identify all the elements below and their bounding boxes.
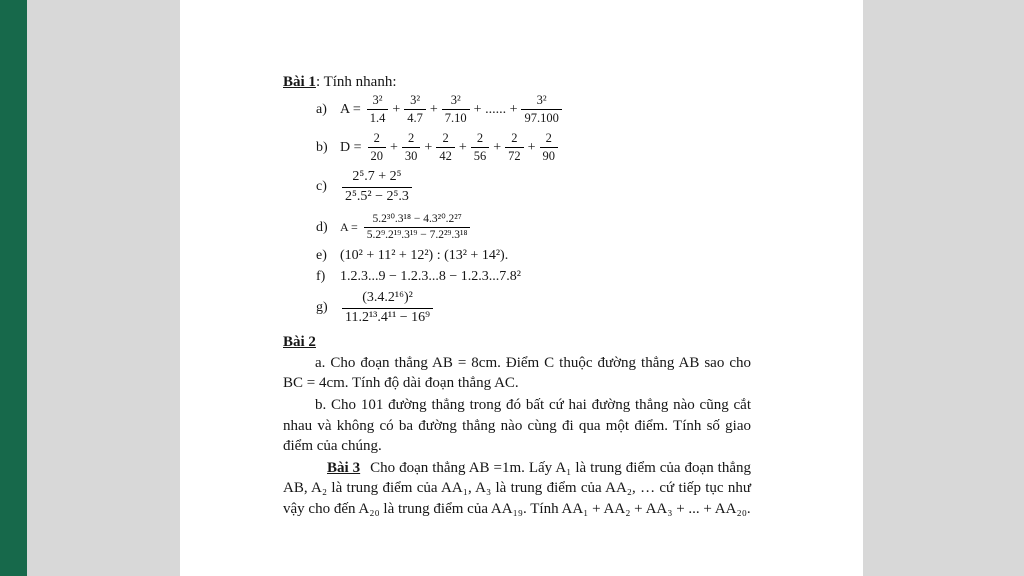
fraction-numerator: 3² <box>404 93 426 110</box>
plus-operator: + <box>493 139 502 155</box>
fraction-numerator: 3² <box>521 93 561 110</box>
fraction <box>505 131 524 164</box>
math-expression-e <box>340 248 508 264</box>
ellipsis-plus-operator: + ...... + <box>473 101 518 117</box>
math-line-f <box>316 269 751 285</box>
fraction-denominator: 4.7 <box>407 111 423 125</box>
fraction-numerator: 2 <box>540 131 559 148</box>
fraction <box>368 131 387 164</box>
math-label-b: b) <box>316 139 328 155</box>
exercise-3-paragraph <box>283 458 751 520</box>
math-label-g: g) <box>316 300 328 316</box>
math-line-e <box>316 248 751 264</box>
expression-text: 1.2.3...9 − 1.2.3...8 − 1.2.3...7.8² <box>340 269 521 285</box>
plus-operator: + <box>527 139 536 155</box>
fraction <box>342 169 412 206</box>
fraction <box>404 93 426 126</box>
expression-prefix: A = <box>340 220 358 235</box>
fraction-denominator: 42 <box>439 149 452 163</box>
fraction-numerator: 2⁵.7 + 2⁵ <box>342 169 412 188</box>
exercise-2-paragraph-b: b. Cho 101 đường thẳng trong đó bất cứ hai đường thẳng nào cũng cắt nhau và không có ba đường thẳng nào cùng đi qua một điểm. Tính số giao điểm của chúng. <box>283 396 751 455</box>
left-green-stripe <box>0 0 27 576</box>
plus-operator: + <box>392 101 401 117</box>
fraction-numerator: 3² <box>367 93 389 110</box>
expression-prefix: D = <box>340 139 362 155</box>
fraction-denominator: 2⁵.5² − 2⁵.3 <box>345 188 409 204</box>
fraction-denominator: 1.4 <box>369 111 386 125</box>
fraction <box>342 290 433 327</box>
fraction-numerator: 3² <box>442 93 470 110</box>
math-label-a: a) <box>316 101 327 117</box>
fraction-denominator: 56 <box>473 149 487 163</box>
exercise-2-title: Bài 2 <box>283 333 316 350</box>
math-label-d: d) <box>316 219 328 235</box>
fraction <box>402 131 421 164</box>
plus-operator: + <box>390 139 398 155</box>
math-expression-a <box>340 93 564 126</box>
fraction <box>367 93 389 126</box>
exercise-1-title: Bài 1 <box>283 74 316 90</box>
fraction <box>442 93 470 126</box>
fraction-numerator: (3.4.2¹⁶)² <box>342 290 433 309</box>
fraction-denominator: 5.2⁹.2¹⁹.3¹⁹ − 7.2²⁹.3¹⁸ <box>366 229 468 242</box>
exercise-2-heading <box>283 334 751 351</box>
fraction-numerator: 2 <box>368 131 387 148</box>
math-line-a <box>316 93 751 126</box>
fraction-numerator: 2 <box>436 131 455 148</box>
fraction-denominator: 30 <box>404 149 418 163</box>
fraction <box>436 131 455 164</box>
math-expression-b <box>340 131 560 164</box>
exercise-1-subtitle: : Tính nhanh: <box>315 74 397 90</box>
math-expression-c <box>340 169 414 206</box>
plus-operator: + <box>458 139 467 155</box>
fraction-denominator: 7.10 <box>444 111 467 125</box>
fraction-numerator: 5.2³⁰.3¹⁸ − 4.3²⁰.2²⁷ <box>364 213 471 229</box>
fraction-numerator: 2 <box>402 131 421 148</box>
fraction-denominator: 97.100 <box>524 111 559 125</box>
math-expression-f <box>340 269 521 285</box>
fraction <box>364 213 471 244</box>
math-label-c: c) <box>316 179 327 195</box>
fraction-denominator: 20 <box>370 149 384 163</box>
exercise-3-text: Cho đoạn thẳng AB =1m. Lấy A₁ là trung điểm của đoạn thẳng AB, A₂ là trung điểm của AA₁, A₃ là trung điểm của AA₂, … cứ tiếp tục như vậy cho đến A₂₀ là trung điểm của AA₁₉. Tính AA₁ + AA₂ + AA₃ + ... + AA₂₀. <box>283 459 751 517</box>
fraction-numerator: 2 <box>471 131 490 148</box>
document-page <box>180 0 863 576</box>
math-label-e: e) <box>316 248 327 264</box>
fraction <box>471 131 490 164</box>
math-expression-d <box>340 213 472 244</box>
expression-text: (10² + 11² + 12²) : (13² + 14²). <box>340 248 509 264</box>
fraction <box>521 93 561 126</box>
expression-prefix: A = <box>340 101 361 117</box>
fraction-denominator: 72 <box>508 149 521 163</box>
exercise-2-paragraph-a: a. Cho đoạn thẳng AB = 8cm. Điểm C thuộc đường thẳng AB sao cho BC = 4cm. Tính độ dài đoạn thẳng AC. <box>283 354 751 392</box>
exercise-3-title: Bài 3 <box>327 459 361 476</box>
math-expression-g <box>340 290 435 327</box>
plus-operator: + <box>429 101 438 117</box>
math-label-f: f) <box>316 269 326 285</box>
exercise-1-heading <box>283 74 751 91</box>
math-line-g <box>316 290 751 327</box>
fraction-denominator: 90 <box>542 149 556 163</box>
fraction-denominator: 11.2¹³.4¹¹ − 16⁹ <box>345 309 431 325</box>
math-line-b <box>316 131 751 164</box>
math-line-c <box>316 169 751 206</box>
fraction-numerator: 2 <box>505 131 524 148</box>
fraction <box>540 131 559 164</box>
plus-operator: + <box>424 139 433 155</box>
exercise-1-math-block <box>316 93 751 327</box>
math-line-d <box>316 213 751 244</box>
document-content <box>283 74 751 520</box>
